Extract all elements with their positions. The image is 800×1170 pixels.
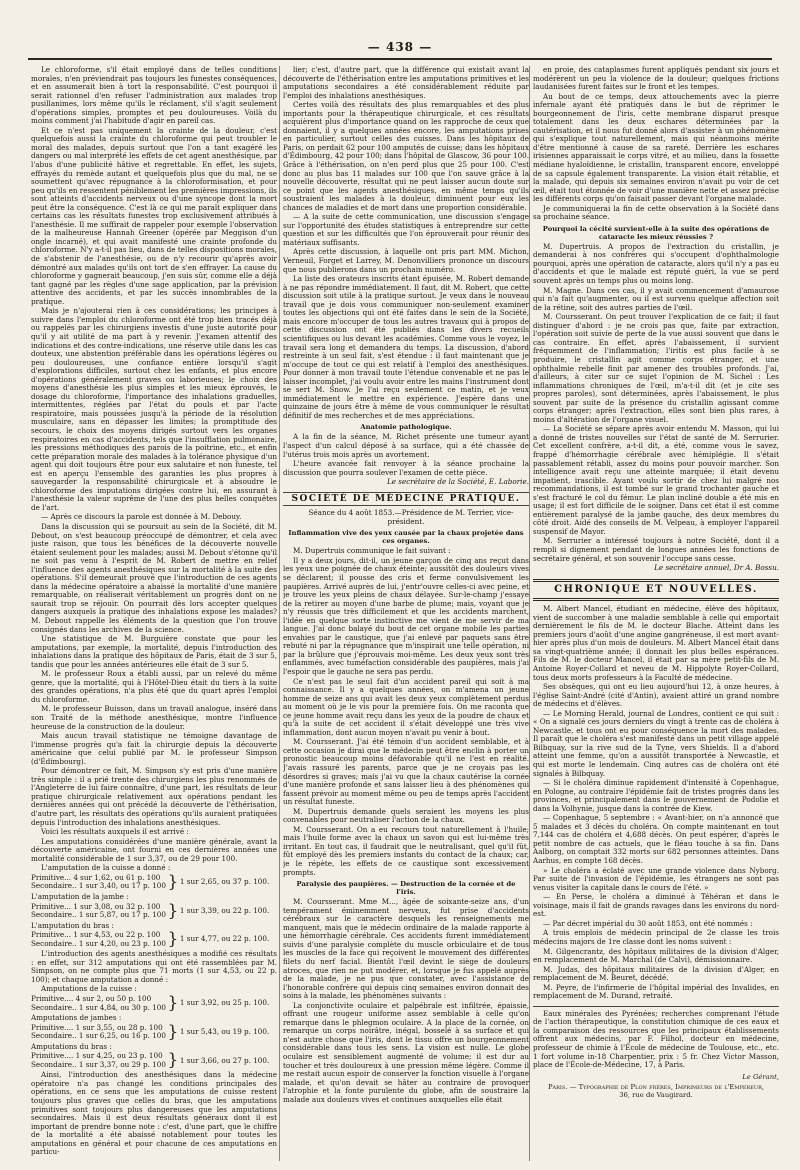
stat-block <box>31 900 277 921</box>
section-title: Anatomie pathologique. <box>360 423 452 432</box>
paragraph: M. Gilgencrantz, des hôpitaux militaires de la division d'Alger, en remplacement de M. Marchal (de Calvi), démissionnaire. <box>533 946 779 965</box>
paragraph: M. Coursserant. Mme M..., âgée de soixante-seize ans, d'un tempérament éminemment nerveux, fut prise d'accidents cérébraux sur le caractère desquels les renseignements me manquent, mais que le médecin ordinaire de la malade rapporte à une hémorrhagie cérébrale. Ces accidents furent immédiatement suivis d'une paralysie complète du muscle orbiculaire et de tous les muscles de la face qui reçoivent le mouvement des différentes filets du nerf facial. Bientôt l'œil devint le siège de douleurs atroces, que rien ne put modérer, et, lorsque je fus appelé auprès de la malade, je ne pus que constater, avec l'assistance de l'honorable confrère qui depuis cinq semaines environ donnait des soins à la malade, les phénomènes suivants : <box>283 897 529 1001</box>
stat-line: Primitive.... 1 sur 3,55, ou 28 p. 100 <box>31 1022 163 1032</box>
stat-block <box>31 1021 277 1042</box>
stat-lines <box>31 995 166 1012</box>
page-number: — 438 — <box>358 40 442 54</box>
paragraph: Je communiquerai la fin de cette observation à la Société dans sa prochaine séance. <box>533 203 779 222</box>
brace-glyph: } <box>167 1050 179 1071</box>
stat-block <box>31 871 277 892</box>
section-title: Paralysie des paupières. — Destruction de la cornée et de l'iris. <box>296 880 516 897</box>
stat-lines <box>31 1052 166 1069</box>
stat-average: 1 sur 5,43, ou 19 p. 100. <box>179 1026 270 1036</box>
paragraph: Mais aucun travail statistique ne témoigne davantage de l'immense progrès qu'a fait la chirurgie depuis la découverte américaine que celui publié par M. le professeur Simpson (d'Édimbourg). <box>31 731 277 766</box>
paragraph: — Copenhague, 5 septembre : « Avant-hier, on n'a annoncé que 5 malades et 3 décès du choléra. On compte maintenant en tout 7,144 cas de choléra et 4,688 décès. On peut espérer, d'après le petit nombre de cas actuels, que le fléau touche à sa fin. Dans Aalborg, on comptait 332 morts sur 682 personnes atteintes. Dans Aarhus, en compte 168 décès. <box>533 813 779 866</box>
paragraph: — Le Morning Herald, journal de Londres, contient ce qui suit : « On a signalé ces jours derniers du vingt à trente cas de choléra à Newcastle, et tous ont eu pour conséquence la mort des malades. Il paraît que le choléra s'est manifesté dans un petit village appelé Bilbquay, sur la rive sud de la Tyne, vers Shields. Il a d'abord atteint une femme, qu'on a aussitôt transportée à Newcastle, et qui est morte le lendemain. Cinq autres cas de choléra ont été signalés à Bilbquay. <box>533 708 779 778</box>
column-1 <box>31 66 277 1161</box>
signature: Le secrétaire de la Société, E. Laborie. <box>386 477 529 487</box>
paragraph: M. Albert Mancel, étudiant en médecine, élève des hôpitaux, vient de succomber à une maladie semblable à celle qui emportait dernièrement le fils de M. le docteur Blache. Atteint dans les premiers jours d'août d'une angine gangréneuse, il est mort avant-hier après plus d'un mois de douleurs. M. Albert Mancel était dans sa vingt-quatrième année; il donnait les plus belles espérances. Fils de M. le docteur Mancel, il était par sa mère petit-fils de M. Antoine Royer-Collard et neveu de M. Hippolyte Royer-Collard, tous deux morts professeurs à la Faculté de médecine. <box>533 604 779 682</box>
brace-glyph: } <box>167 900 179 921</box>
column-3 <box>533 66 779 1161</box>
stat-line: Secondaire.. 1 sur 4,84, ou 30 p. 100 <box>31 1002 166 1012</box>
stat-label: L'amputation du bras : <box>31 920 114 930</box>
paragraph: M. Judas, des hôpitaux militaires de la division d'Alger, en remplacement de M. Beuret, décédé. <box>533 964 779 983</box>
stat-line: Secondaire.. 1 sur 5,87, ou 17 p. 100 <box>31 910 166 920</box>
paragraph: La liste des orateurs inscrits étant épuisée, M. Robert demande à ne pas répondre immédiatement. Il faut, dit M. Robert, que cette discussion soit utile à la pratique surtout. Je veux dans le nouveau travail que je dois vous communiquer non-seulement examiner toutes les objections qui ont été faites dans le sein de la Société, mais encore m'occuper de tous les autres travaux qui à propos de cette discussion ont été publiés dans les divers recueils scientifiques ou lus devant les académies. Comme vous le voyez, le travail sera long et demandera du temps. La discussion, d'abord restreinte à un seul fait, s'est étendue : il faut maintenant que je m'occupe de tout ce qui est relatif à l'emploi des anesthésiques. Pour donner à mon travail toute l'étendue convenable et ne pas le laisser incomplet, j'ai voulu avoir entre les mains l'instrument dont se sert M. Snow. Je l'ai reçu seulement ce matin, et je veux immédiatement le mettre en expérience. J'espère dans une quinzaine de jours être à même de vous communiquer le résultat définitif de mes recherches et de mes appréciations. <box>283 274 529 420</box>
paragraph: La conjonctivite oculaire et palpébrale est infiltrée, épaissie, offrant une rougeur uniforme assez semblable à celle qu'on remarque dans le phlegmon oculaire. A la place de la cornée, on remarque un corps noirâtre, inégal, bosselé à sa surface et qui n'est autre chose que l'iris, dont le tissu offre un bourgeonnement considérable dans tous les sens. La vision est nulle. Le globe oculaire est sensiblement augmenté de volume; il est dur au toucher et très douloureux à une pression même légère. Comme il me restait aucun espoir de conserver la fonction visuelle à l'organe malade, et qu'on devait se hâter au contraire de provoquer l'atrophie et la fonte purulente du globe, afin de soustraire la malade aux douleurs vives et continues auxquelles elle était <box>283 1000 529 1104</box>
stat-line: Primitive... 1 sur 4,53, ou 22 p. 100 <box>31 930 161 940</box>
paragraph: M. le professeur Buisson, dans un travail analogue, inséré dans son Traité de la méthode anesthésique, montre l'influence heureuse de la construction de la douleur. <box>31 704 277 731</box>
divider-rule <box>533 1006 779 1007</box>
stat-average: 1 sur 3,92, ou 25 p. 100. <box>179 998 270 1008</box>
printer-line: Paris. — Typographie de Plon frères, Imprimeurs de l'Empereur, <box>547 1082 765 1091</box>
paragraph: M. Dupertruis. A propos de l'extraction du cristallin, je demanderai à nos confrères qui s'occupent d'ophthalmologie pourquoi, après une opération de cataracte, alors qu'il n'y a pas eu d'accidents et que le malade est réputé guéri, la vue se perd souvent après un temps plus ou moins long. <box>533 241 779 286</box>
paragraph: » Le choléra a éclaté avec une grande violence dans Nyborg. Par suite de l'invasion de l'épidémie, les étrangers ne sont pas venus visiter la capitale dans le cours de l'été. » <box>533 865 779 892</box>
paragraph: — La Société se sépare après avoir entendu M. Masson, qui lui a donné de tristes nouvelles sur l'état de santé de M. Serrurier. Cet excellent confrère, a-t-il dit, a été, comme vous le savez, frappé d'hémorrhagie cérébrale avec hémiplégie. Il s'était passablement rétabli, assez du moins pour pouvoir marcher. Son intelligence avait reçu une atteinte marquée; il était devenu impatient, irascible. Ayant voulu sortir de chez lui malgré nos recommandations, il est tombé sur le grand trochanter gauche et s'est fracturé le col du fémur. Le plan incliné double a été mis en usage; il est fort difficile de le soigner. Dans cet état il est comme entièrement paralysé de la jambe gauche, des deux membres du côté droit. Aidé des conseils de M. Velpeau, à employer l'appareil suspensif de Mayor. <box>533 424 779 536</box>
paragraph: Voici les résultats auxquels il est arrivé : <box>41 827 189 837</box>
stat-line: Primitive.... 4 sur 2, ou 50 p. 100 <box>31 993 152 1003</box>
paragraph: M. Coursserant. On a eu recours tout naturellement à l'huile; mais l'huile forme avec la chaux un savon qui est lui-même très irritant. En tout cas, il faudrait que le neutralisant, quel qu'il fût, fût employé dès les premiers instants du contact de la chaux; car, je le répète, les effets de ce caustique sont excessivement prompts. <box>283 824 529 877</box>
stat-average: 1 sur 2,65, ou 37 p. 100. <box>179 877 270 887</box>
paragraph: Mais je n'ajouterai rien à ces considérations; les principes à suivre dans l'emploi du chloroforme ont été trop bien tracés déjà ou rappelés par les chirurgiens investis d'une juste autorité pour qu'il y ait utilité de ma part à y revenir. J'examen attentif des indications et des contre-indications, une réserve utile dans les cas douteux, une abstention préférable dans les opérations légères ou peu douloureuses, une confiance entière lorsqu'il s'agit d'explorations difficiles, surtout chez les enfants, et plus encore d'opérations généralement graves ou laborieuses; le choix des moyens d'anesthésie les plus simples et les mieux éprouvés, le dosage du chloroforme, l'importance des inhalations graduelles, intermittentes, réglées par l'état du pouls et par l'acte respiratoire, mais poussées jusqu'à la période de la résolution musculaire, sans en dépasser les limites; la promptitude des secours, le choix des moyens dirigés surtout vers les organes respiratoires en cas d'accidents, tels que l'insufflation pulmonaire, les pressions méthodiques des parois de la poitrine, etc., et enfin cette préparation morale des malades à la tolérance physique d'un agent qui doit toujours être pour eux salutaire et non funeste, tel est en aperçu l'ensemble des garanties les plus propres à sauvegarder la responsabilité chirurgicale et à absoudre le chloroforme des imputations dirigées contre lui, en assurant à l'anesthésie la valeur suprême de l'une des plus belles conquêtes de l'art. <box>31 306 277 512</box>
brace-glyph: } <box>167 929 179 950</box>
page-footer <box>533 1073 779 1099</box>
paragraph: — Par décret impérial du 30 août 1853, ont été nommés : <box>543 918 753 928</box>
paragraph: Amputations de la cuisse : <box>41 984 137 994</box>
paragraph: Pour démontrer ce fait, M. Simpson s'y est pris d'une manière très simple : il a prié trente des chirurgiens les plus renommés de l'Angleterre de lui faire connaître, d'une part, les résultats de leur pratique chirurgicale relativement aux opérations pendant les dernières années qui ont précédé la découverte de l'éthérisation, d'autre part, les résultats des opérations qu'ils auraient pratiquées depuis l'introduction des inhalations anesthésiques. <box>31 766 277 827</box>
stat-line: Secondaire.. 1 sur 3,37, ou 29 p. 100 <box>31 1059 166 1069</box>
stat-average: 1 sur 3,39, ou 22 p. 100. <box>179 905 270 915</box>
brace-glyph: } <box>167 1021 179 1042</box>
paragraph: M. Dupertruis demande quels seraient les moyens les plus convenables pour neutraliser l'action de la chaux. <box>283 806 529 825</box>
paragraph: lier; c'est, d'autre part, que la différence qui existait avant la découverte de l'éthérisation entre les amputations primitives et les amputations secondaires a été considérablement réduite par l'emploi des inhalations anesthésiques. <box>283 66 529 100</box>
paragraph: Certes voilà des résultats des plus remarquables et des plus importants pour la thérapeutique chirurgicale, et ces résultats acquièrent plus d'importance quand on les rapproche de ceux que donnaient, il y a quelques années encore, les amputations prises en particulier, surtout celles des cuisses. Dans les hôpitaux de Paris, on perdait 62 pour 100 amputés de cuisse; dans les hôpitaux d'Édimbourg, 42 pour 100; dans l'hôpital de Glascow, 36 pour 100. Grâce à l'éthérisation, on n'en perd plus que 25 pour 100. C'est donc au plus bas 11 malades sur 100 que l'on sauve grâce à la nouvelle découverte, résultat qui ne peut laisser aucun doute sur ce point que les agents anesthésiques, en même temps qu'ils soustraient les malades à la douleur, diminuent pour eux les chances de maladies et de mort dans une proportion considérable. <box>283 100 529 212</box>
stat-label: Amputations de jambes : <box>31 1013 122 1023</box>
paragraph: Au bout de ce temps, deux attouchements avec la pierre infernale ayant été pratiqués dans le but de réprimer le bourgeonnement de l'iris, cette membrane disparut presque totalement dans les deux eschares déterminées par la cautérisation, et il nous fut donné alors d'assister à un phénomène qui s'explique tout naturellement, mais qui néanmoins mérite d'être mentionné à cause de sa rareté. Derrière les eschares irisiennes apparaissait le corps vitré, et au milieu, dans la fossette médiane hyaloïdienne, le cristallin, transparent encore, enveloppé de sa capsule également transparente. La vision était rétablie, et la malade, qui depuis six semaines environ n'avait pu voir de cet œil, était tout étonnée de voir d'une manière nette et assez précise les différents corps qu'on faisait passer devant l'organe malade. <box>533 91 779 204</box>
paragraph: L'introduction des agents anesthésiques a modifié ces résultats : en effet, sur 312 amputations qui ont été rassemblées par M. Simpson, on ne compte plus que 71 morts (1 sur 4,53, ou 22 p. 100); et chaque amputation a donné : <box>31 949 277 984</box>
stat-block <box>31 995 277 1012</box>
signature: Le secrétaire annuel, Dr A. Bossu. <box>654 563 779 573</box>
paragraph: — Si le choléra diminue rapidement d'intensité à Copenhague, en Pologne, au contraire l'épidémie fait de tristes progrès dans les provinces, et principalement dans le gouvernement de Podolie et dans la Volhynie, jusque dans la contrée de Kiew. <box>533 778 779 813</box>
printer-address: 36, rue de Vaugirard. <box>619 1090 693 1099</box>
paragraph: M. Magne. Dans ces cas, il y avait commencement d'amaurose qui n'a fait qu'augmenter, ou il est survenu quelque affection soit de la rétine, soit des autres parties de l'œil. <box>533 285 779 312</box>
paragraph: M. le professeur Roux a établi aussi, par un relevé du même genre, que la mortalité, qui à l'Hôtel-Dieu était du tiers à la suite des grandes opérations, n'a plus été que du quart après l'emploi du chloroforme. <box>31 669 277 704</box>
brace-glyph: } <box>167 993 179 1014</box>
paragraph: Et ce n'est pas uniquement la crainte de la douleur, c'est quelquefois aussi la crainte du chloroforme qui peut troubler le moral des malades, depuis surtout que l'on a tant exagéré les dangers ou mal interprété les effets de cet agent anesthésique, par l'abus d'une publicité hâtive et regrettable. En effet, les sujets, effrayés du remède autant et quelquefois plus que du mal, ne se soumettent qu'avec répugnance à la chloroformisation, et pour peu qu'ils en ressentent péniblement les premières impressions, ils sont atteints d'accidents nerveux ou d'une syncope dont la mort peut être la conséquence. C'est là ce qui me paraît expliquer dans certains cas les résultats funestes trop exclusivement attribués à l'anesthésie. Il me suffirait de rappeler pour exemple l'observation de la malheureuse Hannah Greener (opérée par Meggison d'un ongle incarné), et qui avait manifesté une crainte profonde du chloroforme. N'y a-t-il pas lieu, dans de telles dispositions morales, de s'abstenir de l'anesthésie, ou de n'y recourir qu'après avoir démontré aux malades qu'ils ont tort de s'en effrayer. La cause du chloroforme y gagnerait beaucoup, j'en suis sûr, comme elle a déjà tant gagné par les règles d'une sage application, par la prévision attentive des accidents, et par les succès innombrables de la pratique. <box>31 125 277 306</box>
stat-lines <box>31 1024 166 1041</box>
stat-line: Primitive... 4 sur 1,62, ou 61 p. 100 <box>31 872 161 882</box>
stat-lines <box>31 874 166 891</box>
gerant-line: Le Gérant, <box>742 1072 779 1081</box>
paragraph: M. Coursserant. On peut trouver l'explication de ce fait; il faut distinguer d'abord : je ne crois pas que, faite par extraction, l'opération soit suivie de perte de la vue aussi souvent que dans le cas contraire. En effet, après l'abaissement, il survient fréquemment de l'inflammation; l'iritis est plus facile à se produire, le cristallin agit comme corps étranger, et une ophthalmie rebelle finit par amener des troubles profonds. J'ai, d'ailleurs, à citer sur ce sujet l'opinion de M. Sichel : Les inflammations chroniques de l'œil, m'a-t-il dit (et je cite ses propres paroles), sont déterminées, après l'abaissement, le plus souvent par suite de la présence du cristallin agissant comme corps étranger; après l'extraction, elles sont bien plus rares, à moins d'altération de l'organe visuel. <box>533 312 779 424</box>
stat-lines <box>31 903 166 920</box>
paragraph: A trois emplois de médecin principal de 2e classe les trois médecins majors de 1re classe dont les noms suivent : <box>533 928 779 946</box>
paragraph: Ses obsèques, qui ont eu lieu aujourd'hui 12, à onze heures, à l'église Saint-André (cité d'Antin), avaient attiré un grand nombre de médecins et d'élèves. <box>533 682 779 709</box>
seance-line: Séance du 4 août 1853.—Présidence de M. Terrier, vice-président. <box>308 508 514 526</box>
paragraph: M. Coursserant. J'ai été témoin d'un accident semblable, et à cette occasion je dirai que le médecin peut être enclin à porter un pronostic beaucoup moins défavorable qu'il ne l'est en réalité. J'avais rassuré les parents, parce que je ne croyais pas les désordres si graves; mais j'ai vu que la chaux cautérise la cornée d'une manière profonde et sans laisser lieu à des phénomènes qui fassent prévoir au moment même ou peu de temps après l'accident un résultat funeste. <box>283 737 529 807</box>
paragraph: M. Peyre, de l'infirmerie de l'hôpital impérial des Invalides, en remplacement de M. Durand, retraité. <box>533 982 779 1001</box>
society-title: SOCIÉTÉ DE MÉDECINE PRATIQUE. <box>283 492 529 507</box>
paragraph: Une statistique de M. Burguière constate que pour les amputations, par exemple, la mortalité, depuis l'introduction des inhalations dans la pratique des hôpitaux de Paris, était de 3 sur 5, tandis que pour les années antérieures elle était de 3 sur 5. <box>31 634 277 669</box>
column-divider <box>279 66 280 1161</box>
chronique-title: CHRONIQUE ET NOUVELLES. <box>533 579 779 602</box>
paragraph: M. Serrurier a intéressé toujours à notre Société, dont il a rempli si dignement pendant de longues années les fonctions de secrétaire général, et son souvenir l'occupe sans cesse. <box>533 536 779 563</box>
section-title: Pourquoi la cécité survient-elle à la suite des opérations de cataracte les mieux réussies ? <box>542 224 770 241</box>
column-2 <box>283 66 529 1161</box>
stat-lines <box>31 931 166 948</box>
stat-line: Secondaire.. 1 sur 6,25, ou 16 p. 100 <box>31 1031 166 1041</box>
page-header <box>28 38 772 60</box>
paragraph: L'amputation de la cuisse a donné : <box>41 863 171 873</box>
paragraph: Le chloroforme, s'il était employé dans de telles conditions morales, n'en préviendrait pas toujours les funestes conséquences, et en assumerait bien à tort la responsabilité. C'est pourquoi il serait rationnel d'en refuser l'administration aux malades trop pusillanimes, lors même qu'ils le réclament, s'il s'agit seulement d'opérations simples, promptes et peu douloureuses. Voilà du moins comment j'ai l'habitude d'agir en pareil cas. <box>31 66 277 126</box>
paragraph: en proie, des cataplasmes furent appliqués pendant six jours et modérèrent un peu la violence de la douleur; quelques frictions laudanisées furent faites sur le front et les tempes. <box>533 66 779 92</box>
stat-line: Primitive... 1 sur 3,08, ou 32 p. 100 <box>31 901 161 911</box>
stat-average: 1 sur 4,77, ou 22 p. 100. <box>179 934 270 944</box>
stat-block <box>31 1052 277 1069</box>
paragraph: Les amputations considérées d'une manière générale, avant la découverte américaine, ont fourni en ces dernières années une mortalité considérable de 1 sur 3,37, ou de 29 pour 100. <box>31 836 277 863</box>
book-notice: Eaux minérales des Pyrénées; recherches comprenant l'étude de l'action thérapeutique, la constitution chimique de ces eaux et la comparaison des ressources que les principaux établissements offrent aux médecins, par F. Filhol, docteur en médecine, professeur de chimie à l'École de médecine de Toulouse, etc., etc. 1 fort volume in-18 Charpentier, prix : 5 fr. Chez Victor Masson, place de l'École-de-Médecine, 17, à Paris. <box>533 1008 779 1070</box>
paragraph: A la fin de la séance, M. Richet présente une tumeur ayant l'aspect d'un calcul déposé à sa surface, qui a été chassée de l'utérus trois mois après un avortement. <box>283 432 529 459</box>
paragraph: Il y a deux jours, dit-il, un jeune garçon de cinq ans reçut dans les yeux une poignée de chaux éteinte; aussitôt des douleurs vives se déclarent; il pousse des cris et ferme convulsivement les paupières. Arrivé auprès de lui, j'entr'ouvre celles-ci avec peine, et je trouve les yeux pleins de chaux délayée. Sur-le-champ j'essaye de la retirer au moyen d'une barbe de plume; mais, voyant que je n'y réussis que très difficilement et que les accidents marchent, l'idée en quelque sorte instinctive me vient de me servir de ma langue. J'ai donc balayé du bout de cet organe mobile les parties envahies par le caustique, que j'ai enlevé par paquets sans être rebuté ni par la répugnance que m'inspirait une telle opération, ni par la brûlure que j'éprouvais moi-même. Les deux yeux sont très enflammés, avec tuméfaction considérable des paupières, mais j'ai l'espoir que le gauche ne sera pas perdu. <box>283 555 529 676</box>
section-title: Inflammation vive des yeux causée par la chaux projetée dans ces organes. <box>288 529 524 546</box>
stat-block <box>31 931 277 948</box>
stat-line: Secondaire.. 1 sur 3,40, ou 17 p. 100 <box>31 881 166 891</box>
paragraph: — A la suite de cette communication, une discussion s'engage sur l'opportunité des études statistiques à entreprendre sur cette question et sur les difficultés que l'on éprouverait pour réunir des matériaux suffisants. <box>283 212 529 247</box>
brace-glyph: } <box>167 871 179 892</box>
paragraph: Ce n'est pas le seul fait d'un accident pareil qui soit à ma connaissance. Il y a quelques années, on m'amena un jeune homme de seize ans qui avait les deux yeux complètement perdus au moment où je le vis pour la première fois. On me raconta que ce jeune homme avait reçu dans les yeux de la poudre de chaux et qu'à la suite de cet accident il s'était développé une très vive inflammation, dont aucun moyen n'avait pu venir à bout. <box>283 676 529 737</box>
paragraph: — En Perse, le choléra a diminué à Téhéran et dans le voisinage, mais il fait de grands ravages dans les environs du nord-est. <box>533 892 779 919</box>
paragraph: — Après ce discours la parole est donnée à M. Debouy. <box>41 512 242 522</box>
paragraph: L'heure avancée fait renvoyer à la séance prochaine la discussion que pourra soulever l'examen de cette pièce. <box>283 459 529 477</box>
stat-line: Primitive.... 1 sur 4,25, ou 23 p. 100 <box>31 1051 163 1061</box>
stat-line: Secondaire.. 1 sur 4,20, ou 23 p. 100 <box>31 938 166 948</box>
stat-average: 1 sur 3,66, ou 27 p. 100. <box>179 1055 270 1065</box>
column-divider <box>529 66 530 1161</box>
stat-label: Amputations du bras : <box>31 1041 112 1051</box>
paragraph: Après cette discussion, à laquelle ont pris part MM. Michon, Verneuil, Forget et Larrey, M. Denonvilliers prononce un discours que nous publierons dans un prochain numéro. <box>283 247 529 274</box>
stat-label: L'amputation de la jambe : <box>31 891 129 901</box>
paragraph: M. Dupertruis communique le fait suivant : <box>293 546 451 556</box>
paragraph: Dans la discussion qui se poursuit au sein de la Société, dit M. Debout, on s'est beaucoup préoccupé de démontrer, et cela avec juste raison, que tous les bénéfices de la découverte nouvelle étaient seulement pour les malades; aussi M. Debout s'étonne qu'il ne soit pas venu à l'esprit de M. Robert de mettre en relief l'influence des agents anesthésiques sur la mortalité à la suite des opérations. S'il demeurait prouvé que l'introduction de ces agents dans la médecine opératoire a abaissé la mortalité d'une manière remarquable, on réaliserait véritablement un progrès dont on ne saurait trop se réjouir. On pourrait dès lors accepter quelques dangers auxquels la pratique des inhalations expose les malades? M. Debout rappelle les éléments de la question que l'on trouve consignés dans les archives de la science. <box>31 521 277 634</box>
paragraph: Ainsi, l'introduction des anesthésiques dans la médecine opératoire n'a pas changé les conditions principales des opérations, en ce sens que les amputations de cuisse restent toujours plus graves que celles du bras, que les amputations primitives sont toujours plus dangereuses que les amputations secondaires. Mais il est deux résultats généraux dont il est important de prendre bonne note : c'est, d'une part, que le chiffre de la mortalité a été abaissé notablement pour toutes les amputations en général et pour chacune de ces amputations en particu- <box>31 1070 277 1157</box>
